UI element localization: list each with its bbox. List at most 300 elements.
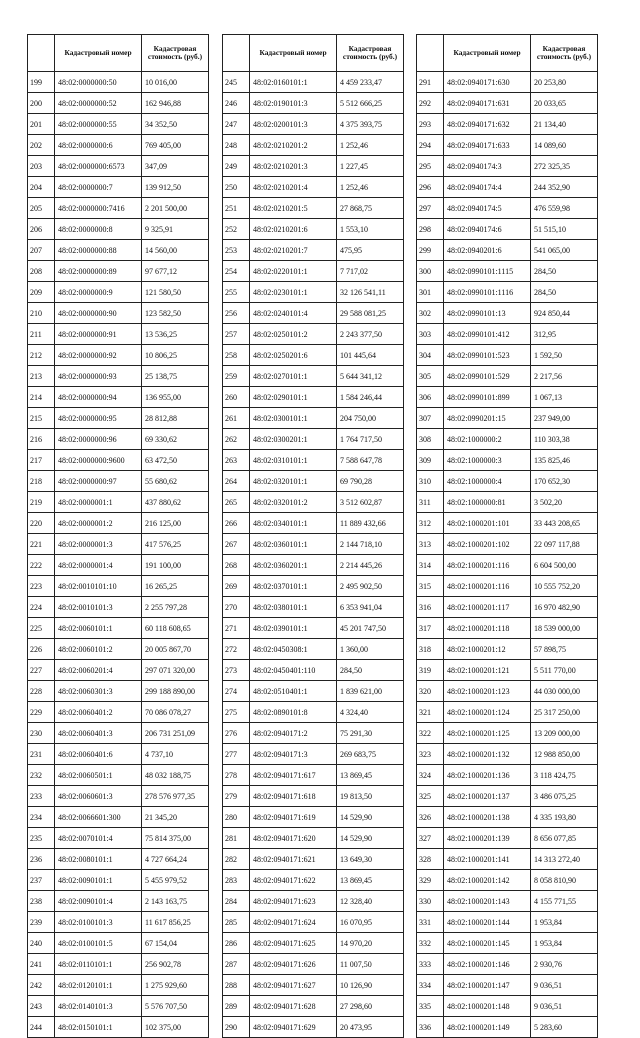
cadastral-number: 48:02:0010101:3 [55, 597, 142, 618]
table-row [223, 576, 404, 597]
cadastral-number: 48:02:0000000:96 [55, 429, 142, 450]
cadastral-value: 55 680,62 [142, 471, 209, 492]
table-row [28, 156, 209, 177]
cadastral-value: 1 592,50 [531, 345, 598, 366]
table-row [223, 618, 404, 639]
cadastral-number: 48:02:0990101:13 [444, 303, 531, 324]
table-row [417, 240, 598, 261]
table-row [28, 681, 209, 702]
table-row [28, 114, 209, 135]
row-number: 279 [223, 786, 250, 807]
table-row [28, 471, 209, 492]
row-number: 208 [28, 261, 55, 282]
cadastral-value: 2 144 718,10 [337, 534, 404, 555]
table-row [28, 786, 209, 807]
cadastral-value: 9 325,91 [142, 219, 209, 240]
table-row [417, 471, 598, 492]
row-number: 210 [28, 303, 55, 324]
row-number: 274 [223, 681, 250, 702]
cadastral-value: 33 443 208,65 [531, 513, 598, 534]
table-row [417, 681, 598, 702]
row-number: 206 [28, 219, 55, 240]
cadastral-number: 48:02:0000000:88 [55, 240, 142, 261]
cadastral-value: 14 529,90 [337, 807, 404, 828]
cadastral-table-3 [416, 34, 598, 1038]
cadastral-value: 170 652,30 [531, 471, 598, 492]
cadastral-value: 347,09 [142, 156, 209, 177]
row-number: 250 [223, 177, 250, 198]
cadastral-number: 48:02:0940171:628 [250, 996, 337, 1017]
cadastral-number: 48:02:0940171:630 [444, 72, 531, 93]
table-row [417, 93, 598, 114]
table-row [223, 303, 404, 324]
table-row [417, 912, 598, 933]
row-number: 256 [223, 303, 250, 324]
cadastral-number: 48:02:0380101:1 [250, 597, 337, 618]
cadastral-number: 48:02:0090101:1 [55, 870, 142, 891]
row-number: 214 [28, 387, 55, 408]
cadastral-value: 14 529,90 [337, 828, 404, 849]
cadastral-number: 48:02:0310101:1 [250, 450, 337, 471]
cadastral-number: 48:02:0000000:7416 [55, 198, 142, 219]
row-number: 249 [223, 156, 250, 177]
cadastral-value: 5 283,60 [531, 1017, 598, 1038]
row-number: 318 [417, 639, 444, 660]
row-number: 230 [28, 723, 55, 744]
table-row [223, 156, 404, 177]
cadastral-number: 48:02:0990101:523 [444, 345, 531, 366]
cadastral-number: 48:02:0060401:6 [55, 744, 142, 765]
row-number: 216 [28, 429, 55, 450]
table-row [28, 303, 209, 324]
row-number: 286 [223, 933, 250, 954]
row-number: 260 [223, 387, 250, 408]
table-row [28, 93, 209, 114]
cadastral-number: 48:02:0940171:631 [444, 93, 531, 114]
table-header-row [417, 35, 598, 72]
cadastral-number: 48:02:0210201:4 [250, 177, 337, 198]
row-number: 291 [417, 72, 444, 93]
cadastral-value: 437 880,62 [142, 492, 209, 513]
cadastral-value: 20 005 867,70 [142, 639, 209, 660]
row-number: 212 [28, 345, 55, 366]
row-number: 199 [28, 72, 55, 93]
cadastral-value: 4 155 771,55 [531, 891, 598, 912]
cadastral-table-2 [222, 34, 404, 1038]
cadastral-number: 48:02:0940171:620 [250, 828, 337, 849]
row-number: 311 [417, 492, 444, 513]
cadastral-number: 48:02:0000000:9 [55, 282, 142, 303]
cadastral-value: 244 352,90 [531, 177, 598, 198]
table-row [223, 450, 404, 471]
row-number: 229 [28, 702, 55, 723]
cadastral-value: 1 584 246,44 [337, 387, 404, 408]
table-row [417, 429, 598, 450]
cadastral-number: 48:02:0990101:899 [444, 387, 531, 408]
cadastral-number: 48:02:0000001:3 [55, 534, 142, 555]
row-number: 329 [417, 870, 444, 891]
table-row [28, 1017, 209, 1038]
cadastral-value: 67 154,04 [142, 933, 209, 954]
cadastral-value: 7 588 647,78 [337, 450, 404, 471]
cadastral-number: 48:02:1000201:148 [444, 996, 531, 1017]
table-row [417, 345, 598, 366]
cadastral-value: 6 353 941,04 [337, 597, 404, 618]
cadastral-value: 13 869,45 [337, 870, 404, 891]
row-number: 204 [28, 177, 55, 198]
cadastral-value: 21 345,20 [142, 807, 209, 828]
row-number: 285 [223, 912, 250, 933]
cadastral-value: 16 070,95 [337, 912, 404, 933]
row-number: 335 [417, 996, 444, 1017]
table-row [28, 177, 209, 198]
cadastral-number: 48:02:0060101:2 [55, 639, 142, 660]
cadastral-value: 769 405,00 [142, 135, 209, 156]
cadastral-value: 204 750,00 [337, 408, 404, 429]
row-number: 245 [223, 72, 250, 93]
table-row [223, 639, 404, 660]
row-number: 248 [223, 135, 250, 156]
header-cadastral-value: Кадастровая стоимость (руб.) [531, 35, 598, 72]
cadastral-number: 48:02:0990101:1115 [444, 261, 531, 282]
row-number: 277 [223, 744, 250, 765]
cadastral-number: 48:02:1000201:116 [444, 576, 531, 597]
cadastral-value: 3 486 075,25 [531, 786, 598, 807]
table-row [28, 72, 209, 93]
cadastral-number: 48:02:1000201:146 [444, 954, 531, 975]
cadastral-number: 48:02:0000000:7 [55, 177, 142, 198]
row-number: 322 [417, 723, 444, 744]
cadastral-value: 237 949,00 [531, 408, 598, 429]
cadastral-number: 48:02:0940171:627 [250, 975, 337, 996]
cadastral-number: 48:02:1000201:118 [444, 618, 531, 639]
row-number: 221 [28, 534, 55, 555]
cadastral-value: 139 912,50 [142, 177, 209, 198]
row-number: 305 [417, 366, 444, 387]
table-row [417, 555, 598, 576]
row-number: 232 [28, 765, 55, 786]
row-number: 316 [417, 597, 444, 618]
table-row [28, 219, 209, 240]
cadastral-number: 48:02:1000201:132 [444, 744, 531, 765]
row-number: 241 [28, 954, 55, 975]
row-number: 246 [223, 93, 250, 114]
cadastral-value: 20 253,80 [531, 72, 598, 93]
cadastral-value: 29 588 081,25 [337, 303, 404, 324]
row-number: 201 [28, 114, 55, 135]
cadastral-number: 48:02:1000201:137 [444, 786, 531, 807]
cadastral-number: 48:02:0066601:300 [55, 807, 142, 828]
cadastral-value: 278 576 977,35 [142, 786, 209, 807]
row-number: 300 [417, 261, 444, 282]
table-header-row [223, 35, 404, 72]
table-row [223, 891, 404, 912]
cadastral-value: 2 214 445,26 [337, 555, 404, 576]
table-row [223, 534, 404, 555]
cadastral-number: 48:02:0000000:90 [55, 303, 142, 324]
table-row [28, 891, 209, 912]
cadastral-number: 48:02:0940174:5 [444, 198, 531, 219]
cadastral-number: 48:02:0210201:5 [250, 198, 337, 219]
table-row [223, 366, 404, 387]
cadastral-number: 48:02:0060401:2 [55, 702, 142, 723]
cadastral-value: 4 737,10 [142, 744, 209, 765]
table-row [28, 765, 209, 786]
row-number: 307 [417, 408, 444, 429]
table-row [417, 660, 598, 681]
cadastral-number: 48:02:0450401:110 [250, 660, 337, 681]
table-row [417, 261, 598, 282]
cadastral-value: 51 515,10 [531, 219, 598, 240]
table-row [417, 324, 598, 345]
cadastral-number: 48:02:1000201:138 [444, 807, 531, 828]
row-number: 283 [223, 870, 250, 891]
table-row [417, 198, 598, 219]
cadastral-number: 48:02:0940171:623 [250, 891, 337, 912]
row-number: 215 [28, 408, 55, 429]
table-row [28, 702, 209, 723]
cadastral-number: 48:02:0990101:412 [444, 324, 531, 345]
cadastral-number: 48:02:0940171:618 [250, 786, 337, 807]
row-number: 284 [223, 891, 250, 912]
table-row [223, 849, 404, 870]
row-number: 262 [223, 429, 250, 450]
table-row [417, 135, 598, 156]
cadastral-value: 97 677,12 [142, 261, 209, 282]
row-number: 292 [417, 93, 444, 114]
row-number: 233 [28, 786, 55, 807]
table-row [28, 849, 209, 870]
cadastral-value: 10 016,00 [142, 72, 209, 93]
row-number: 320 [417, 681, 444, 702]
header-number [28, 35, 55, 72]
table-row [223, 471, 404, 492]
cadastral-value: 5 644 341,12 [337, 366, 404, 387]
table-row [223, 492, 404, 513]
table-row [417, 366, 598, 387]
table-row [223, 93, 404, 114]
cadastral-value: 14 313 272,40 [531, 849, 598, 870]
cadastral-number: 48:02:1000000:4 [444, 471, 531, 492]
table-row [223, 597, 404, 618]
table-row [417, 996, 598, 1017]
row-number: 325 [417, 786, 444, 807]
table-row [28, 240, 209, 261]
cadastral-number: 48:02:0940171:617 [250, 765, 337, 786]
cadastral-number: 48:02:0320101:2 [250, 492, 337, 513]
row-number: 309 [417, 450, 444, 471]
cadastral-value: 12 328,40 [337, 891, 404, 912]
row-number: 327 [417, 828, 444, 849]
cadastral-number: 48:02:0060301:3 [55, 681, 142, 702]
cadastral-number: 48:02:1000201:125 [444, 723, 531, 744]
cadastral-value: 32 126 541,11 [337, 282, 404, 303]
table-row [223, 807, 404, 828]
row-number: 287 [223, 954, 250, 975]
cadastral-number: 48:02:0000000:8 [55, 219, 142, 240]
table-row [417, 933, 598, 954]
table-row [223, 114, 404, 135]
cadastral-number: 48:02:0000000:55 [55, 114, 142, 135]
table-row [223, 198, 404, 219]
table-row [223, 828, 404, 849]
cadastral-value: 541 065,00 [531, 240, 598, 261]
cadastral-value: 5 512 666,25 [337, 93, 404, 114]
table-row [417, 576, 598, 597]
cadastral-value: 20 473,95 [337, 1017, 404, 1038]
row-number: 220 [28, 513, 55, 534]
table-row [223, 723, 404, 744]
row-number: 326 [417, 807, 444, 828]
row-number: 298 [417, 219, 444, 240]
row-number: 270 [223, 597, 250, 618]
cadastral-number: 48:02:0300101:1 [250, 408, 337, 429]
cadastral-value: 5 576 707,50 [142, 996, 209, 1017]
cadastral-number: 48:02:0940174:3 [444, 156, 531, 177]
row-number: 317 [417, 618, 444, 639]
cadastral-value: 28 812,88 [142, 408, 209, 429]
cadastral-value: 417 576,25 [142, 534, 209, 555]
cadastral-number: 48:02:1000201:149 [444, 1017, 531, 1038]
cadastral-value: 101 445,64 [337, 345, 404, 366]
cadastral-number: 48:02:0940171:3 [250, 744, 337, 765]
table-row [417, 702, 598, 723]
table-row [417, 72, 598, 93]
table-row [28, 135, 209, 156]
header-cadastral-value: Кадастровая стоимость (руб.) [337, 35, 404, 72]
row-number: 336 [417, 1017, 444, 1038]
cadastral-value: 1 067,13 [531, 387, 598, 408]
table-row [28, 660, 209, 681]
cadastral-number: 48:02:0060601:3 [55, 786, 142, 807]
table-row [223, 219, 404, 240]
cadastral-value: 269 683,75 [337, 744, 404, 765]
cadastral-number: 48:02:0210201:6 [250, 219, 337, 240]
table-row [28, 555, 209, 576]
table-row [417, 744, 598, 765]
cadastral-value: 19 813,50 [337, 786, 404, 807]
cadastral-number: 48:02:1000201:121 [444, 660, 531, 681]
row-number: 251 [223, 198, 250, 219]
table-row [28, 534, 209, 555]
row-number: 280 [223, 807, 250, 828]
cadastral-number: 48:02:1000201:139 [444, 828, 531, 849]
table-row [28, 492, 209, 513]
table-row [417, 849, 598, 870]
cadastral-number: 48:02:0220101:1 [250, 261, 337, 282]
cadastral-value: 1 553,10 [337, 219, 404, 240]
table-row [417, 1017, 598, 1038]
cadastral-value: 70 086 078,27 [142, 702, 209, 723]
row-number: 267 [223, 534, 250, 555]
row-number: 297 [417, 198, 444, 219]
cadastral-value: 2 930,76 [531, 954, 598, 975]
row-number: 202 [28, 135, 55, 156]
cadastral-value: 27 298,60 [337, 996, 404, 1017]
table-row [223, 72, 404, 93]
cadastral-value: 3 512 602,87 [337, 492, 404, 513]
cadastral-number: 48:02:0250101:2 [250, 324, 337, 345]
row-number: 242 [28, 975, 55, 996]
cadastral-value: 206 731 251,09 [142, 723, 209, 744]
cadastral-value: 297 071 320,00 [142, 660, 209, 681]
cadastral-value: 4 459 233,47 [337, 72, 404, 93]
cadastral-value: 476 559,98 [531, 198, 598, 219]
cadastral-number: 48:02:1000201:123 [444, 681, 531, 702]
cadastral-number: 48:02:0390101:1 [250, 618, 337, 639]
row-number: 209 [28, 282, 55, 303]
cadastral-value: 5 511 770,00 [531, 660, 598, 681]
cadastral-number: 48:02:0940174:4 [444, 177, 531, 198]
cadastral-number: 48:02:0060401:3 [55, 723, 142, 744]
table-row [223, 1017, 404, 1038]
row-number: 243 [28, 996, 55, 1017]
row-number: 234 [28, 807, 55, 828]
cadastral-number: 48:02:0940171:624 [250, 912, 337, 933]
row-number: 295 [417, 156, 444, 177]
cadastral-number: 48:02:0450308:1 [250, 639, 337, 660]
cadastral-value: 4 375 393,75 [337, 114, 404, 135]
row-number: 278 [223, 765, 250, 786]
cadastral-number: 48:02:0080101:1 [55, 849, 142, 870]
table-row [28, 828, 209, 849]
row-number: 333 [417, 954, 444, 975]
cadastral-value: 162 946,88 [142, 93, 209, 114]
cadastral-number: 48:02:0000000:92 [55, 345, 142, 366]
row-number: 237 [28, 870, 55, 891]
table-row [223, 933, 404, 954]
header-number [417, 35, 444, 72]
cadastral-number: 48:02:0290101:1 [250, 387, 337, 408]
row-number: 239 [28, 912, 55, 933]
row-number: 302 [417, 303, 444, 324]
table-row [417, 450, 598, 471]
cadastral-value: 11 007,50 [337, 954, 404, 975]
cadastral-value: 10 806,25 [142, 345, 209, 366]
table-row [28, 912, 209, 933]
table-row [417, 114, 598, 135]
cadastral-value: 2 143 163,75 [142, 891, 209, 912]
cadastral-number: 48:02:0940171:622 [250, 870, 337, 891]
cadastral-value: 9 036,51 [531, 975, 598, 996]
row-number: 200 [28, 93, 55, 114]
cadastral-value: 2 201 500,00 [142, 198, 209, 219]
row-number: 213 [28, 366, 55, 387]
row-number: 264 [223, 471, 250, 492]
table-row [223, 660, 404, 681]
table-row [417, 534, 598, 555]
row-number: 252 [223, 219, 250, 240]
cadastral-value: 3 502,20 [531, 492, 598, 513]
row-number: 304 [417, 345, 444, 366]
cadastral-number: 48:02:1000201:124 [444, 702, 531, 723]
cadastral-value: 475,95 [337, 240, 404, 261]
cadastral-value: 14 970,20 [337, 933, 404, 954]
table-row [417, 639, 598, 660]
row-number: 225 [28, 618, 55, 639]
cadastral-number: 48:02:0110101:1 [55, 954, 142, 975]
row-number: 265 [223, 492, 250, 513]
table-row [223, 513, 404, 534]
row-number: 281 [223, 828, 250, 849]
cadastral-number: 48:02:0210201:2 [250, 135, 337, 156]
row-number: 276 [223, 723, 250, 744]
row-number: 296 [417, 177, 444, 198]
table-row [28, 198, 209, 219]
cadastral-value: 9 036,51 [531, 996, 598, 1017]
cadastral-number: 48:02:0000000:6573 [55, 156, 142, 177]
cadastral-value: 1 360,00 [337, 639, 404, 660]
